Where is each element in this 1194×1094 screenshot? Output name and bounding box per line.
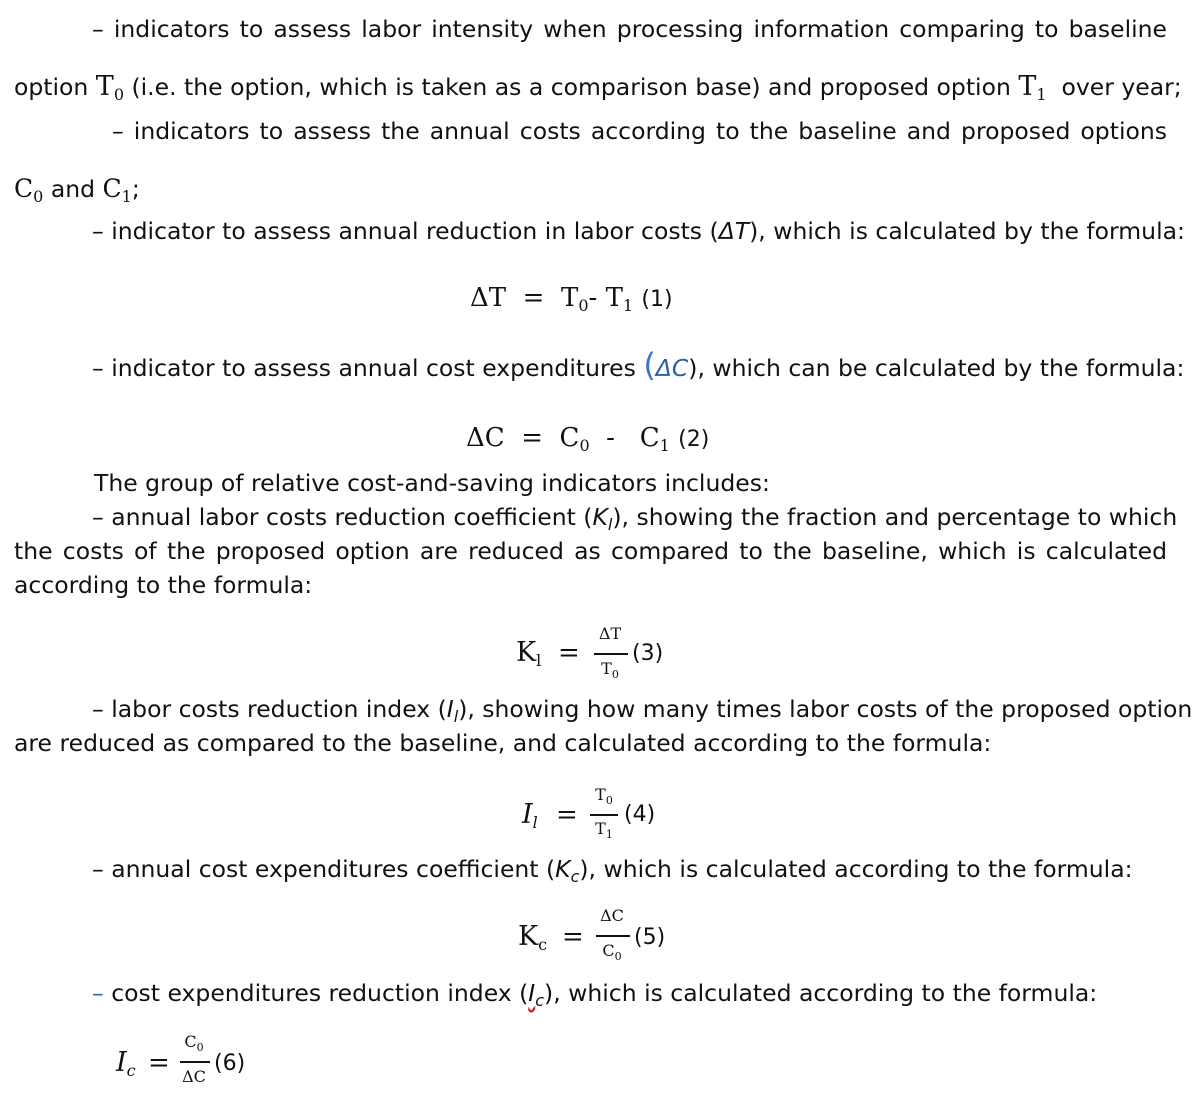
text-line-12: are reduced as compared to the baseline, and calculated according to the formula: [14,729,992,757]
text-annual-costs-indicators: – indicators to assess the annual costs according to the baseline and proposed options [112,117,1167,145]
text-line-3 [112,116,1167,146]
text-line-11: – labor costs reduction index $(I_l)$, showing how many times labor costs of the proposed option [92,695,1193,726]
text-relative-indicators-heading: The group of relative cost-and-saving indicators includes: [94,469,770,497]
text-and: and [50,175,96,203]
text-line-13: – annual cost expenditures coefficient $(K_c)$, which is calculated according to the formula: [92,855,1133,886]
text-line-6: – indicator to assess annual cost expenditures (ΔC), which can be calculated by the formula: [92,346,1185,384]
equation-number-3: (3) [632,641,664,666]
symbol-T0: $T_0$ [95,71,124,104]
text-line-10: according to the formula: [14,571,313,599]
symbol-K-l: K [592,503,608,531]
symbol-C1: $C_1$ [102,174,132,206]
text-line-9: the costs of the proposed option are reduced as compared to the baseline, which is calculated [14,537,1167,565]
text-option: option [14,73,89,101]
text-labor-intensity-indicators: – indicators to assess labor intensity when processing information comparing to baseline [92,15,1167,43]
text-line-8: – annual labor costs reduction coefficient $(K_l)$, showing the fraction and percentage to which [92,503,1178,534]
equation-1: $\Delta T = T_0-$ $T_1$ (1) [470,283,673,315]
equation-2: $\Delta C = C_0$ - $C_1$ (2) [466,423,710,455]
symbol-I-l: I [446,695,454,723]
equation-number-4: (4) [624,802,656,827]
symbol-K-c: K [555,855,571,883]
symbol-T1: $T_1$ [1018,71,1047,104]
text-line-5: – indicator to assess annual reduction in labor costs (ΔT), which is calculated by the formula: [92,217,1185,245]
equation-number-2: (2) [678,427,710,452]
text-line-1 [92,14,1167,44]
text-over-year: over year; [1061,73,1182,101]
text-line-4: $C_0$ and $C_1$; [14,174,140,206]
symbol-I-c: I [528,979,536,1007]
text-line-14: – cost expenditures reduction index $(I_c)$, which is calculated according to the formula: [92,979,1098,1010]
symbol-delta-C: ΔC [655,354,689,382]
text-line-2 [14,71,1182,110]
equation-number-1: (1) [641,287,673,312]
equation-number-5: (5) [634,925,666,950]
symbol-C0: $C_0$ [14,174,44,206]
symbol-delta-T: ΔT [718,217,750,245]
text-baseline-explanation: (i.e. the option, which is taken as a comparison base) and proposed option [131,73,1011,101]
equation-number-6: (6) [214,1051,246,1076]
text-line-7 [94,468,1167,498]
